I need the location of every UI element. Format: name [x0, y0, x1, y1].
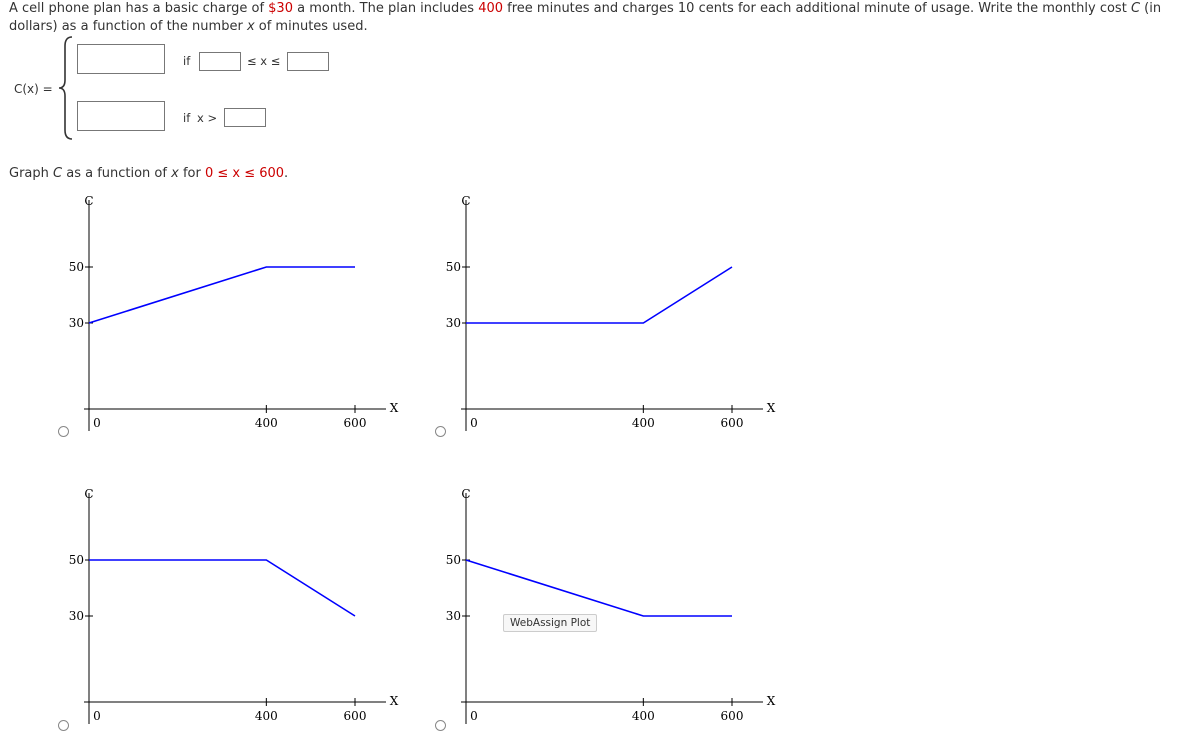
- cost-line: [89, 560, 355, 616]
- graph-option-b: [446, 194, 776, 431]
- y-axis-label: C: [84, 194, 94, 208]
- x-axis-label: X: [766, 401, 776, 415]
- x-axis-label: X: [389, 694, 399, 708]
- webassign-plot-tooltip: WebAssign Plot: [503, 614, 597, 632]
- x-tick-label: 0: [470, 416, 478, 430]
- y-tick-label: 50: [68, 260, 84, 274]
- cost-line: [466, 560, 732, 616]
- y-axis-label: C: [461, 487, 471, 501]
- x-tick-label: 600: [720, 709, 744, 723]
- graph-option-d: [446, 487, 776, 724]
- piece2-condition-label: x >: [197, 111, 218, 125]
- x-tick-label: 0: [93, 709, 101, 723]
- y-axis-label: C: [84, 487, 94, 501]
- x-tick-label: 400: [631, 416, 655, 430]
- graph-range: 0 ≤ x ≤ 600: [204, 166, 285, 181]
- x-tick-label: 0: [93, 416, 101, 430]
- cost-line: [466, 267, 732, 323]
- x-tick-label: 0: [470, 709, 478, 723]
- free-minutes-value: 400: [478, 1, 504, 16]
- graph-instruction: Graph C as a function of x for 0 ≤ x ≤ 600.: [9, 166, 289, 181]
- piece1-between-label: ≤ x ≤: [247, 54, 281, 68]
- piece2-if-label: if: [183, 111, 191, 125]
- x-tick-label: 400: [254, 416, 278, 430]
- x-axis-label: X: [766, 694, 776, 708]
- x-tick-label: 400: [631, 709, 655, 723]
- graph-option-a: [69, 194, 399, 431]
- charge-value: $30: [268, 1, 293, 16]
- y-tick-label: 50: [445, 553, 461, 567]
- x-axis-label: X: [389, 401, 399, 415]
- x-tick-label: 400: [254, 709, 278, 723]
- y-axis-label: C: [461, 194, 471, 208]
- x-tick-label: 600: [343, 416, 367, 430]
- function-label: C(x) =: [14, 82, 53, 96]
- cost-line: [89, 267, 355, 323]
- y-tick-label: 30: [445, 609, 461, 623]
- y-tick-label: 30: [445, 316, 461, 330]
- y-tick-label: 30: [68, 609, 84, 623]
- y-tick-label: 50: [68, 553, 84, 567]
- question-text: A cell phone plan has a basic charge of $30 a month. The plan includes 400 free minutes and charges 10 cents for each additional minute of usage. Write the monthly cost C (in dollars) as a function of the number x of minutes used.: [9, 1, 1162, 34]
- y-tick-label: 50: [445, 260, 461, 274]
- x-tick-label: 600: [720, 416, 744, 430]
- graph-option-c: [69, 487, 399, 724]
- x-tick-label: 600: [343, 709, 367, 723]
- piece1-if-label: if: [183, 54, 191, 68]
- y-tick-label: 30: [68, 316, 84, 330]
